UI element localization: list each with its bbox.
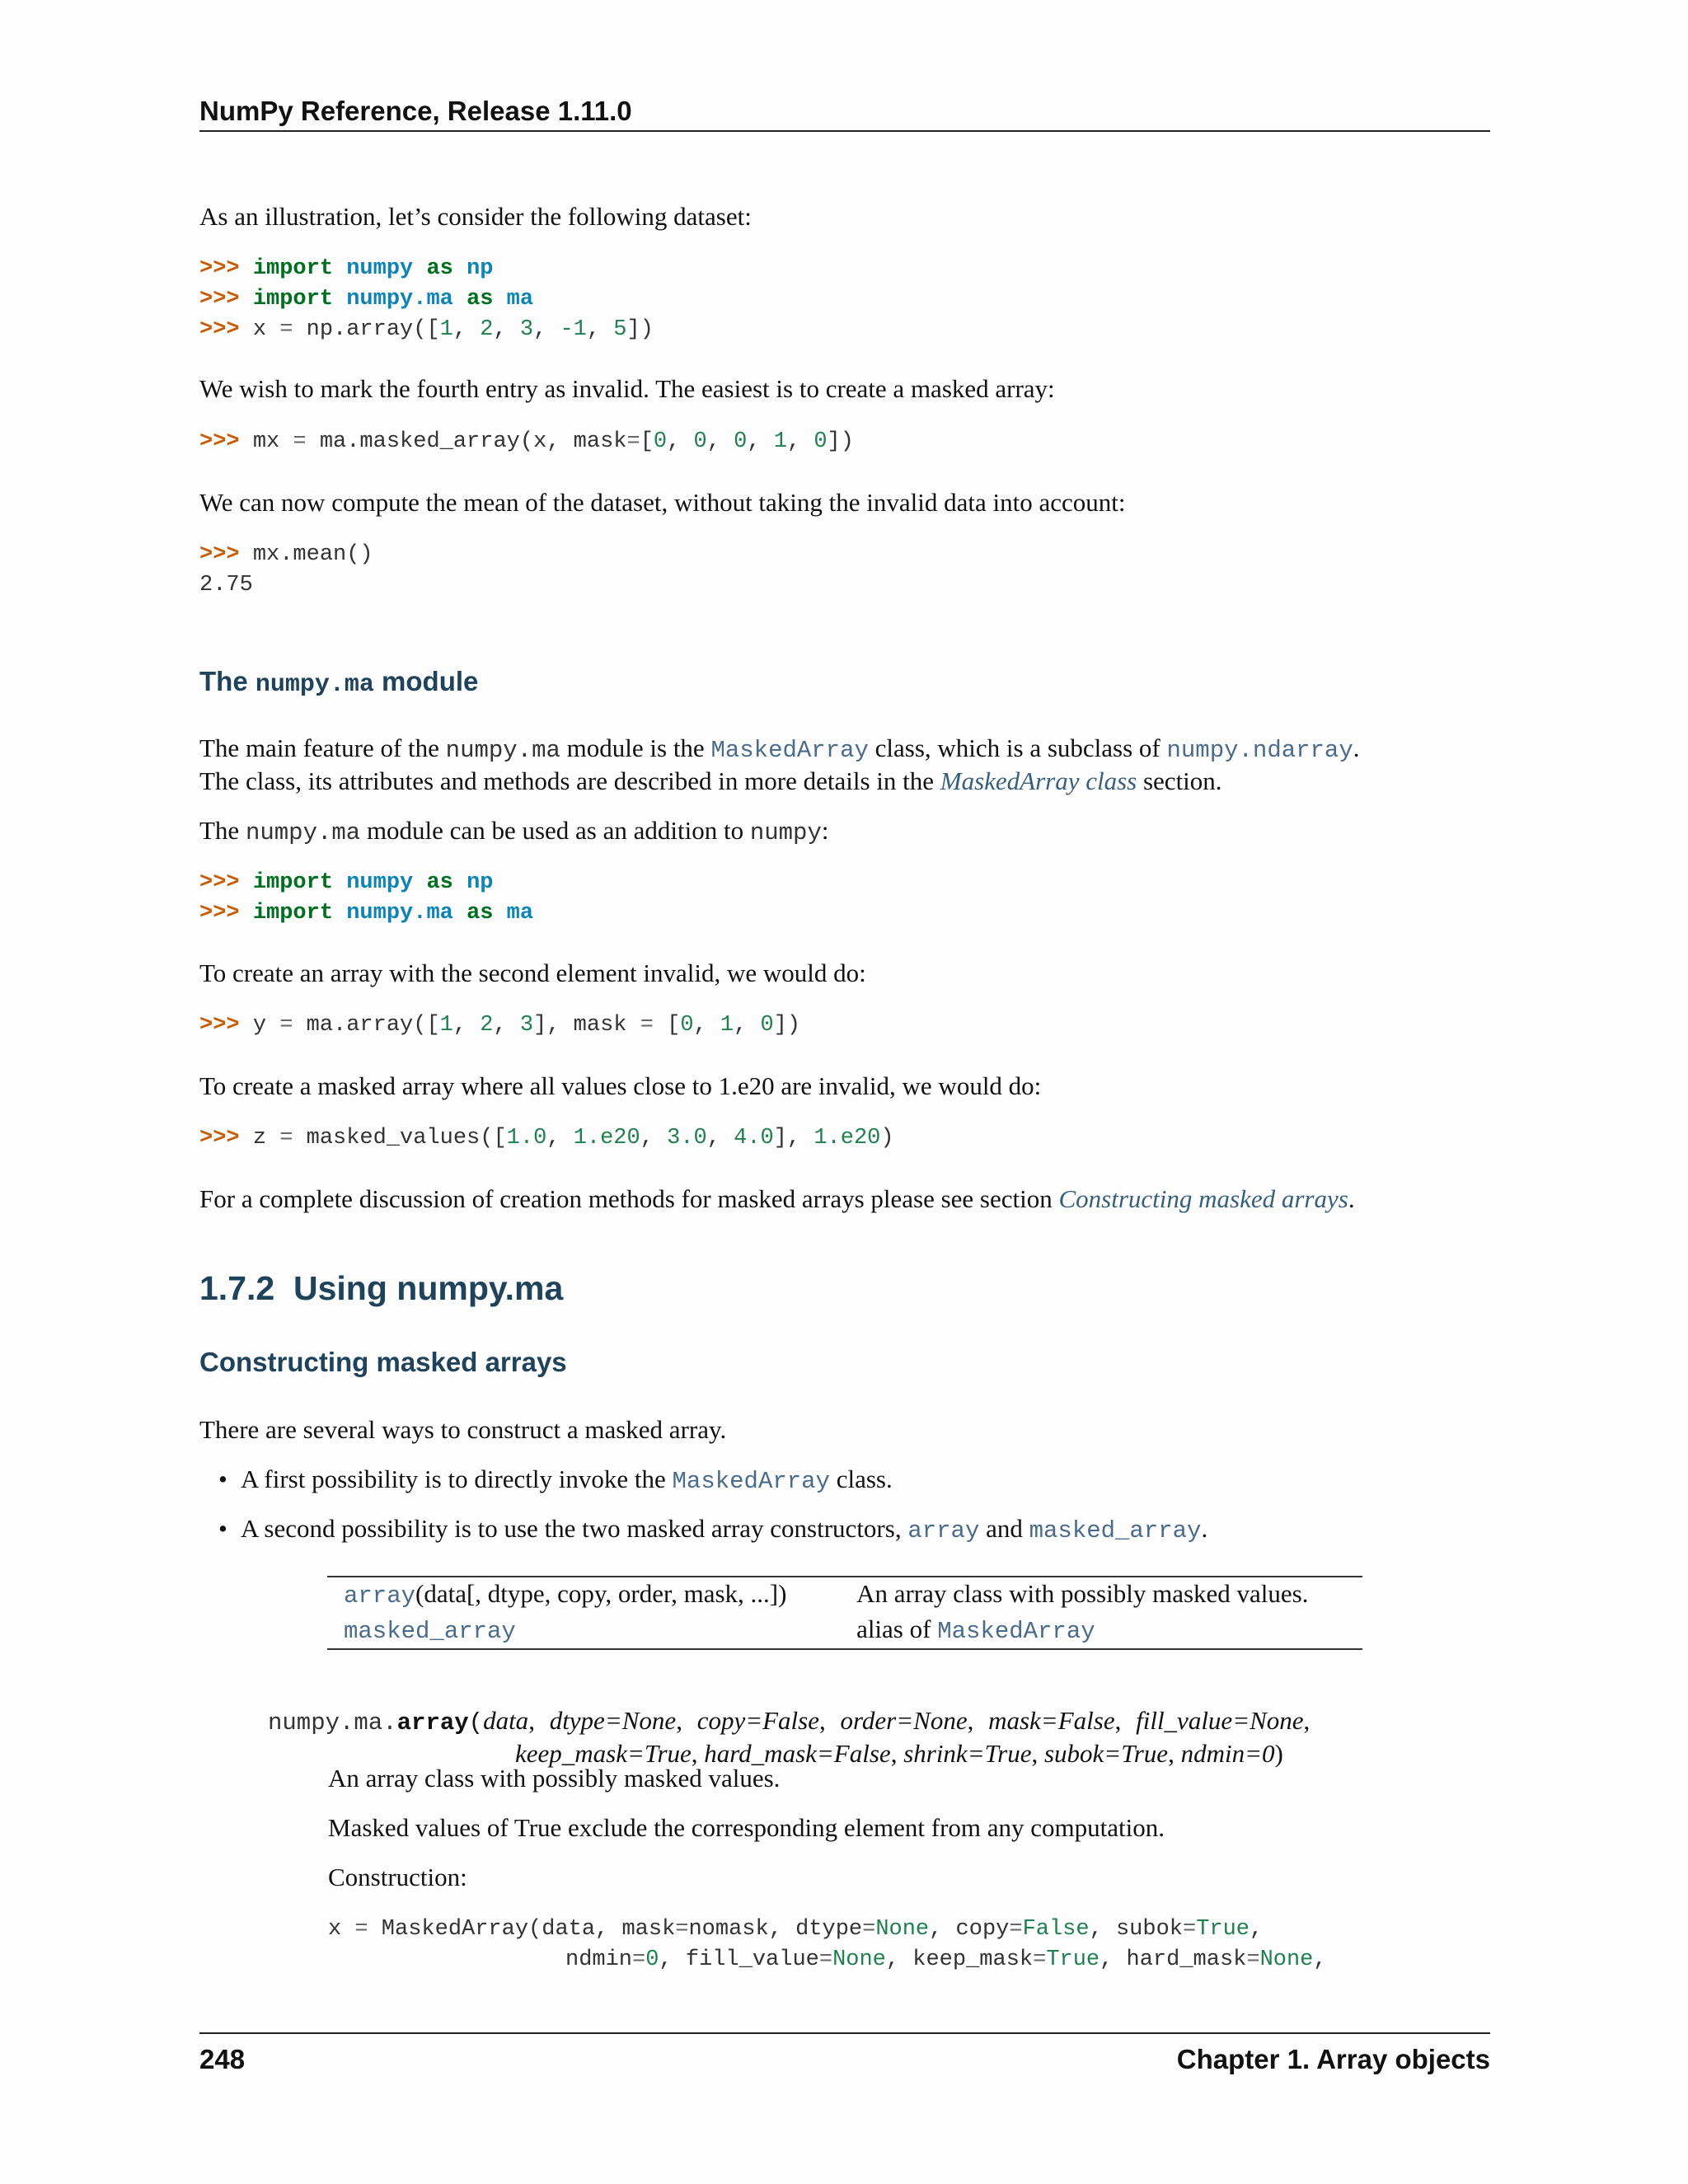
function-signature: numpy.ma.array(data, dtype=None, copy=False, order=None, mask=False, fill_value=None, [268,1706,1311,1736]
masked-array-link[interactable]: masked_array [1029,1517,1202,1544]
doc-summary: An array class with possibly masked values. [328,1764,781,1793]
module-heading: The numpy.ma module [199,666,479,699]
running-header [199,92,1490,132]
function-name: array [396,1709,469,1736]
bullet-item: • A first possibility is to directly invoke the MaskedArray class. [218,1465,893,1495]
code-output: 2.75 [199,573,253,598]
ndarray-link[interactable]: numpy.ndarray [1166,737,1353,764]
function-signature-line2: keep_mask=True, hard_mask=False, shrink=True, subok=True, ndmin=0) [515,1739,1283,1768]
addition-paragraph: The numpy.ma module can be used as an addition to numpy: [199,816,829,846]
maskedarray-class-link[interactable]: MaskedArray class [940,766,1137,795]
code-block-imports [199,254,654,345]
intro-paragraph: As an illustration, let’s consider the following dataset: [199,202,752,231]
second-element-paragraph: To create an array with the second element invalid, we would do: [199,958,866,987]
section-heading [199,1267,563,1310]
code-line: >>> import numpy.ma as ma [199,287,534,312]
chapter-title: Chapter 1. Array objects [1176,2044,1490,2074]
array-link[interactable]: array [907,1517,980,1544]
maskedarray-link[interactable]: MaskedArray [710,737,869,764]
maskedarray-link[interactable]: MaskedArray [937,1618,1095,1645]
subsection-heading: Constructing masked arrays [199,1347,567,1377]
code-block-imports-2: >>> import numpy as np >>> import numpy.ma as ma [199,870,534,926]
bullet-item: • A second possibility is to use the two masked array constructors, array and masked_array. [218,1514,1208,1544]
table-cell [327,1613,840,1649]
discussion-paragraph: For a complete discussion of creation methods for masked arrays please see section Constructing masked arrays. [199,1184,1355,1213]
table-cell: array(data[, dtype, copy, order, mask, ...]) [344,1579,787,1610]
constructing-link[interactable]: Constructing masked arrays [1058,1184,1348,1213]
table-row [327,1613,1362,1649]
header-title: NumPy Reference, Release 1.11.0 [199,96,632,126]
table-cell: An array class with possibly masked values. [856,1579,1309,1608]
code-block-masked-values: >>> z = masked_values([1.0, 1.e20, 3.0, 4.0], 1.e20) [199,1126,894,1151]
code-block-ma-array: >>> y = ma.array([1, 2, 3], mask = [0, 1, 0]) [199,1013,801,1038]
array-link[interactable]: array [344,1582,416,1610]
main-feature-paragraph: The main feature of the numpy.ma module is the MaskedArray class, which is a subclass of numpy.ndarray. [199,733,1360,764]
section-title: Using numpy.ma [293,1269,564,1307]
mean-paragraph: We can now compute the mean of the dataset, without taking the invalid data into account: [199,488,1126,517]
code-line: >>> x = np.array([1, 2, 3, -1, 5]) [199,317,654,342]
main-feature-paragraph-line2: The class, its attributes and methods are described in more details in the MaskedArray class section. [199,766,1222,795]
table-cell: alias of MaskedArray [856,1615,1095,1645]
document-page [199,0,1490,2184]
doc-masked-note: Masked values of True exclude the corresponding element from any computation. [328,1813,1165,1842]
code-block-constructor: x = MaskedArray(data, mask=nomask, dtype=None, copy=False, subok=True, ndmin=0, fill_value=None, keep_mask=True, hard_mask=None, [328,1917,1327,1972]
masked-array-link[interactable]: masked_array [344,1618,516,1645]
mark-paragraph: We wish to mark the fourth entry as invalid. The easiest is to create a masked array: [199,374,1055,403]
table-row [327,1577,1362,1613]
page-number: 248 [199,2044,246,2074]
doc-construction-label: Construction: [328,1863,467,1891]
ways-paragraph: There are several ways to construct a masked array. [199,1415,727,1444]
code-block-mean: >>> mx.mean() 2.75 [199,540,373,601]
summary-table [327,1576,1362,1650]
running-footer [199,2032,1490,2085]
code-line: >>> import numpy as np [199,256,494,281]
close-values-paragraph: To create a masked array where all values close to 1.e20 are invalid, we would do: [199,1071,1042,1100]
maskedarray-link[interactable]: MaskedArray [672,1468,830,1495]
section-number: 1.7.2 [199,1269,275,1307]
code-block-masked-array: >>> mx = ma.masked_array(x, mask=[0, 0, 0, 1, 0]) [199,429,854,454]
